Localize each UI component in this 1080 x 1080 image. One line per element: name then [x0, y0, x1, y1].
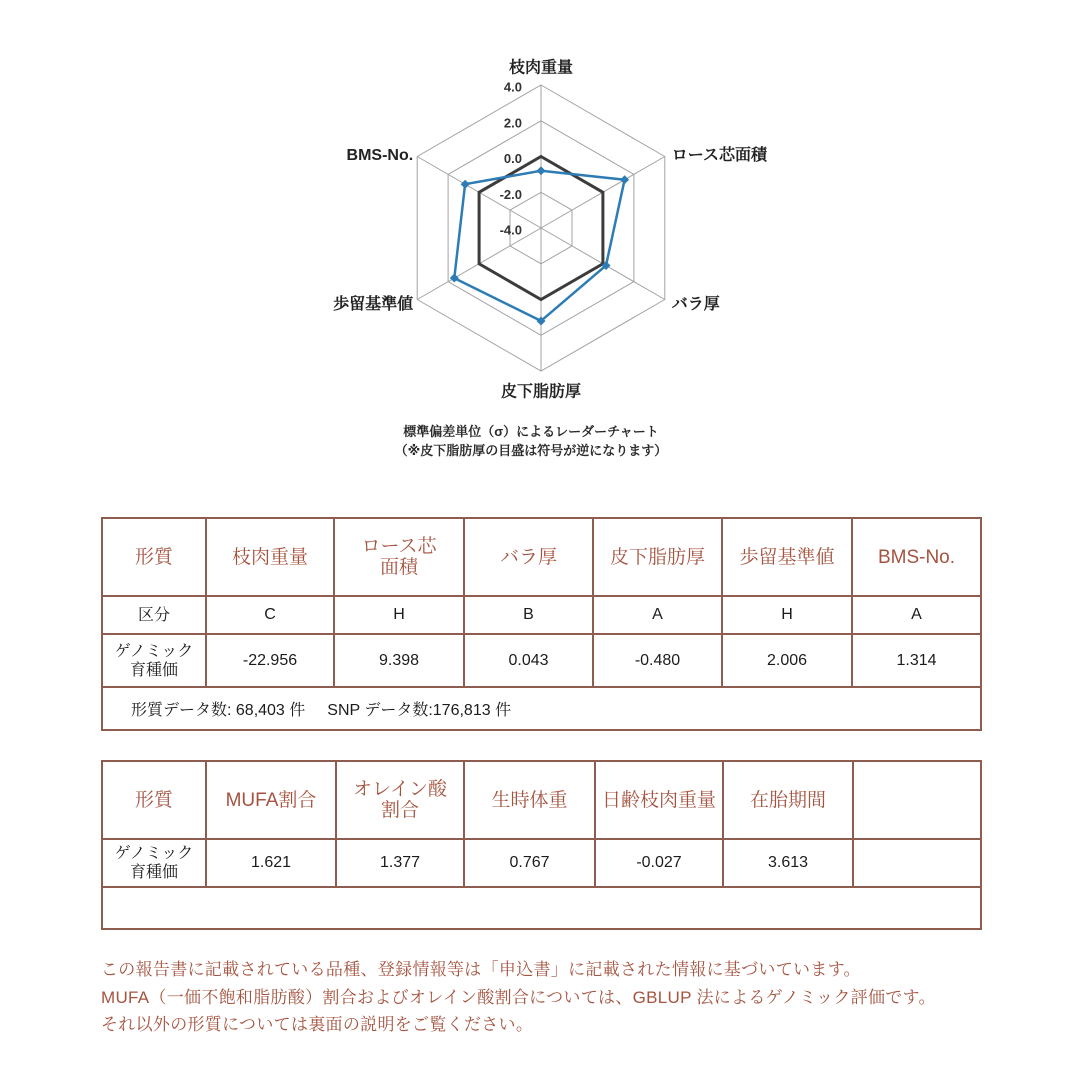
note-line: MUFA（一価不飽和脂肪酸）割合およびオレイン酸割合については、GBLUP 法によるゲノミック評価です。 [101, 987, 936, 1007]
axis-label: ロース芯面積 [671, 147, 768, 164]
gebv-rib-thickness: 0.043 [464, 634, 593, 687]
trait-header-carcass-weight: 枝肉重量 [206, 518, 334, 596]
gebv-carcass-weight: -22.956 [206, 634, 334, 687]
class-row [102, 596, 981, 634]
gebv-oleic-acid-ratio: 1.377 [336, 839, 464, 887]
tick-label: -2.0 [499, 186, 522, 202]
gebv-row [102, 839, 981, 887]
axis-label: バラ厚 [671, 296, 720, 313]
tick-label: -4.0 [499, 222, 522, 238]
trait-header-oleic-acid-ratio: オレイン酸 割合 [336, 761, 464, 839]
trait-header-carcass-weight-per-day: 日齢枝肉重量 [595, 761, 723, 839]
axis-label: BMS-No. [346, 147, 414, 164]
series-point [450, 274, 459, 283]
tick-label: 2.0 [503, 115, 522, 131]
radar-chart [0, 0, 1080, 470]
snp-data-count: SNP データ数:176,813 件 [327, 702, 512, 719]
trait-header-mufa-ratio: MUFA割合 [206, 761, 336, 839]
series-point [461, 180, 470, 189]
trait-header-birth-weight: 生時体重 [464, 761, 595, 839]
axis-label: 枝肉重量 [508, 59, 574, 77]
tick-label: 0.0 [503, 151, 522, 166]
trait-header-row [102, 761, 981, 839]
trait-header-gestation-period: 在胎期間 [723, 761, 853, 839]
gebv-yield-estimate: 2.006 [722, 634, 852, 687]
trait-data-count: 形質データ数: 68,403 件 [131, 702, 306, 719]
report-notes [101, 956, 1051, 1039]
trait-header-bms-number: BMS-No. [852, 518, 981, 596]
chart-caption-note: （※皮下脂肪厚の目盛は符号が逆になります） [394, 443, 668, 458]
class-rib-thickness: B [464, 596, 593, 634]
trait-header-ribeye-area: ロース芯 面積 [334, 518, 464, 596]
gebv-ribeye-area: 9.398 [334, 634, 464, 687]
tick-label: 4.0 [503, 79, 522, 95]
class-yield-estimate: H [722, 596, 852, 634]
gebv-subcutaneous-fat: -0.480 [593, 634, 722, 687]
trait-header-rib-thickness: バラ厚 [464, 518, 593, 596]
class-carcass-weight: C [206, 596, 334, 634]
empty-row [102, 887, 981, 929]
class-label: 区分 [102, 596, 206, 634]
trait-label: 形質 [102, 761, 206, 839]
class-ribeye-area: H [334, 596, 464, 634]
axis-label: 歩留基準値 [333, 296, 414, 313]
trait-header-subcutaneous-fat: 皮下脂肪厚 [593, 518, 722, 596]
empty-row-cell [102, 887, 981, 929]
gebv-birth-weight: 0.767 [464, 839, 595, 887]
class-subcutaneous-fat: A [593, 596, 722, 634]
class-bms-number: A [852, 596, 981, 634]
note-line: この報告書に記載されている品種、登録情報等は「申込書」に記載された情報に基づいています。 [101, 960, 861, 979]
trait-header-yield-estimate: 歩留基準値 [722, 518, 852, 596]
data-count-cell [102, 687, 981, 730]
trait-header-row [102, 518, 981, 596]
gebv-gestation-period: 3.613 [723, 839, 853, 887]
fat-quality-table [101, 760, 982, 930]
series-point [537, 166, 546, 175]
empty-header-cell [853, 761, 981, 839]
gebv-bms-number: 1.314 [852, 634, 981, 687]
genomic-value-table [101, 517, 982, 731]
axis-label: 皮下脂肪厚 [500, 383, 582, 401]
gebv-row [102, 634, 981, 687]
trait-label: 形質 [102, 518, 206, 596]
data-count-row [102, 687, 981, 730]
chart-caption: 標準偏差単位（σ）によるレーダーチャート [403, 424, 659, 439]
gebv-label: ゲノミック 育種価 [102, 634, 206, 687]
gebv-label: ゲノミック 育種価 [102, 839, 206, 887]
gebv-carcass-weight-per-day: -0.027 [595, 839, 723, 887]
empty-value-cell [853, 839, 981, 887]
gebv-mufa-ratio: 1.621 [206, 839, 336, 887]
note-line: それ以外の形質については裏面の説明をご覧ください。 [101, 1015, 534, 1034]
series-point [620, 175, 629, 184]
